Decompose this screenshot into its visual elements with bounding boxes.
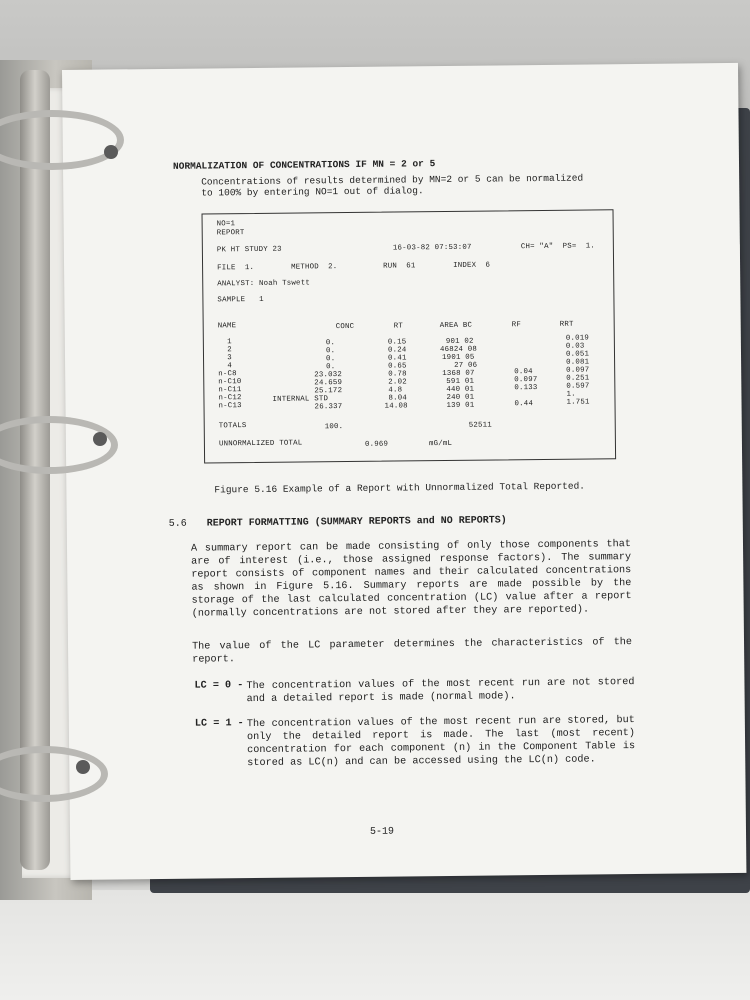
- row-rt: 0.41: [387, 354, 407, 363]
- report-totals-conc: 100.: [324, 423, 344, 432]
- lc1-description: The concentration values of the most recent run are stored, but only the detailed report is made. The last (most recent) concentration for each component (n) in the Component Table is stored as LC(n) and can be accessed using the LC(n) code.: [246, 715, 636, 770]
- row-area: 440 01: [446, 385, 475, 394]
- report-analyst: ANALYST: Noah Tswett: [217, 279, 310, 289]
- row-rt: 14.08: [384, 402, 408, 411]
- body-paragraph-lc-intro: The value of the LC parameter determines the characteristics of the report.: [191, 637, 633, 666]
- row-conc: 0.: [326, 363, 336, 372]
- row-rf: 0.04: [514, 368, 533, 377]
- punch-hole-bottom: [76, 760, 90, 774]
- section-heading: NORMALIZATION OF CONCENTRATIONS IF MN = 2 or 5: [172, 158, 436, 172]
- row-area: 139 01: [446, 401, 475, 410]
- report-unnormalized-value: 0.969: [364, 440, 389, 449]
- row-conc: 25.172: [314, 387, 343, 396]
- report-header-rrt: RRT: [559, 320, 574, 329]
- report-unnormalized-label: UNNORMALIZED TOTAL: [218, 439, 303, 449]
- report-title-line: REPORT: [216, 229, 245, 238]
- row-conc: 0.: [326, 355, 336, 364]
- row-area: 1368 07: [442, 369, 475, 379]
- report-header-rt: RT: [393, 322, 404, 331]
- row-rrt: 1.751: [566, 398, 590, 407]
- section-title: REPORT FORMATTING (SUMMARY REPORTS and NO REPORTS): [206, 515, 507, 530]
- row-name: 2: [217, 346, 232, 355]
- background-table-surface: [0, 890, 750, 1000]
- row-rt: 4.8: [388, 386, 403, 395]
- document-page: [62, 63, 746, 880]
- punch-hole-middle: [93, 432, 107, 446]
- report-study: PK HT STUDY 23: [216, 245, 282, 255]
- row-conc: 0.: [325, 347, 336, 356]
- report-header-name: NAME: [217, 322, 237, 331]
- page-number: 5-19: [369, 826, 395, 838]
- lc0-term: LC = 0 -: [194, 680, 244, 692]
- row-name: 1: [217, 338, 232, 347]
- report-sample: SAMPLE 1: [217, 295, 264, 305]
- report-totals-label: TOTALS: [218, 422, 247, 431]
- report-figure: [202, 209, 617, 463]
- row-rt: 0.78: [388, 370, 407, 379]
- report-datetime: 16-03-82 07:53:07: [392, 243, 472, 253]
- intro-line-1: Concentrations of results determined by MN=2 or 5 can be normalized: [201, 172, 584, 188]
- report-run: RUN 61: [383, 262, 416, 271]
- row-rt: 0.24: [387, 346, 407, 355]
- row-rt: 0.15: [387, 338, 407, 347]
- row-rrt: 1.: [566, 390, 576, 399]
- row-name: 3: [217, 354, 232, 363]
- row-conc: INTERNAL STD: [272, 395, 329, 404]
- row-rt: 0.65: [388, 362, 407, 371]
- report-no-line: NO=1: [216, 220, 236, 229]
- report-method: METHOD 2.: [291, 263, 338, 272]
- row-conc: 26.337: [314, 403, 343, 412]
- row-area: 591 01: [446, 377, 475, 386]
- figure-caption: Figure 5.16 Example of a Report with Unnormalized Total Reported.: [214, 480, 586, 496]
- row-area: 1901 05: [441, 353, 475, 363]
- row-rrt: 0.019: [565, 334, 590, 343]
- report-header-conc: CONC: [335, 322, 355, 332]
- body-paragraph-summary: A summary report can be made consisting of only those components that are of interest (i.e., those assigned response factors). The summary report consists of component names and their calculated concentrations as shown in Figure 5.16. Summary reports are made possible by the storage of the last calculated concentration (LC) value after a report (normally concentrations are not stored after they are reported).: [190, 539, 632, 620]
- row-conc: 23.032: [314, 371, 343, 380]
- row-conc: 0.: [325, 339, 336, 348]
- row-name: n-C8: [218, 370, 237, 379]
- intro-line-2: to 100% by entering NO=1 out of dialog.: [201, 185, 424, 199]
- section-number: 5.6: [168, 518, 187, 530]
- row-area: 901 02: [445, 337, 474, 346]
- report-header-rf: RF: [511, 321, 522, 330]
- row-rrt: 0.597: [566, 382, 590, 391]
- row-name: n-C11: [218, 386, 242, 395]
- lc0-description: The concentration values of the most recent run are not stored and a detailed report is made (normal mode).: [246, 677, 635, 706]
- row-rt: 2.02: [388, 378, 407, 387]
- punch-hole-top: [104, 145, 118, 159]
- report-totals-area: 52511: [468, 421, 492, 430]
- row-rf: 0.44: [514, 400, 534, 409]
- report-file: FILE 1.: [217, 263, 255, 273]
- report-channel: CH= "A" PS= 1.: [520, 242, 596, 252]
- row-rrt: 0.251: [566, 374, 590, 383]
- report-index: INDEX 6: [453, 261, 491, 270]
- row-rrt: 0.097: [566, 366, 590, 375]
- intro-paragraph: [201, 172, 621, 198]
- row-name: n-C13: [218, 402, 242, 411]
- lc1-term: LC = 1 -: [194, 718, 244, 730]
- row-rrt: 0.051: [565, 350, 590, 359]
- row-rf: 0.097: [514, 376, 538, 385]
- row-name: 4: [218, 362, 233, 371]
- row-rrt: 0.03: [565, 342, 585, 351]
- row-name: n-C10: [218, 378, 242, 387]
- report-unnormalized-unit: mG/mL: [428, 439, 453, 449]
- row-area: 46824 08: [439, 345, 478, 355]
- row-rrt: 0.081: [566, 358, 590, 367]
- row-rf: 0.133: [514, 384, 538, 393]
- report-header-area: AREA BC: [439, 321, 473, 331]
- row-rt: 8.04: [388, 394, 408, 403]
- row-name: n-C12: [218, 394, 242, 403]
- row-area: 27 06: [454, 361, 478, 370]
- row-area: 240 01: [446, 393, 475, 402]
- row-conc: 24.659: [314, 379, 343, 388]
